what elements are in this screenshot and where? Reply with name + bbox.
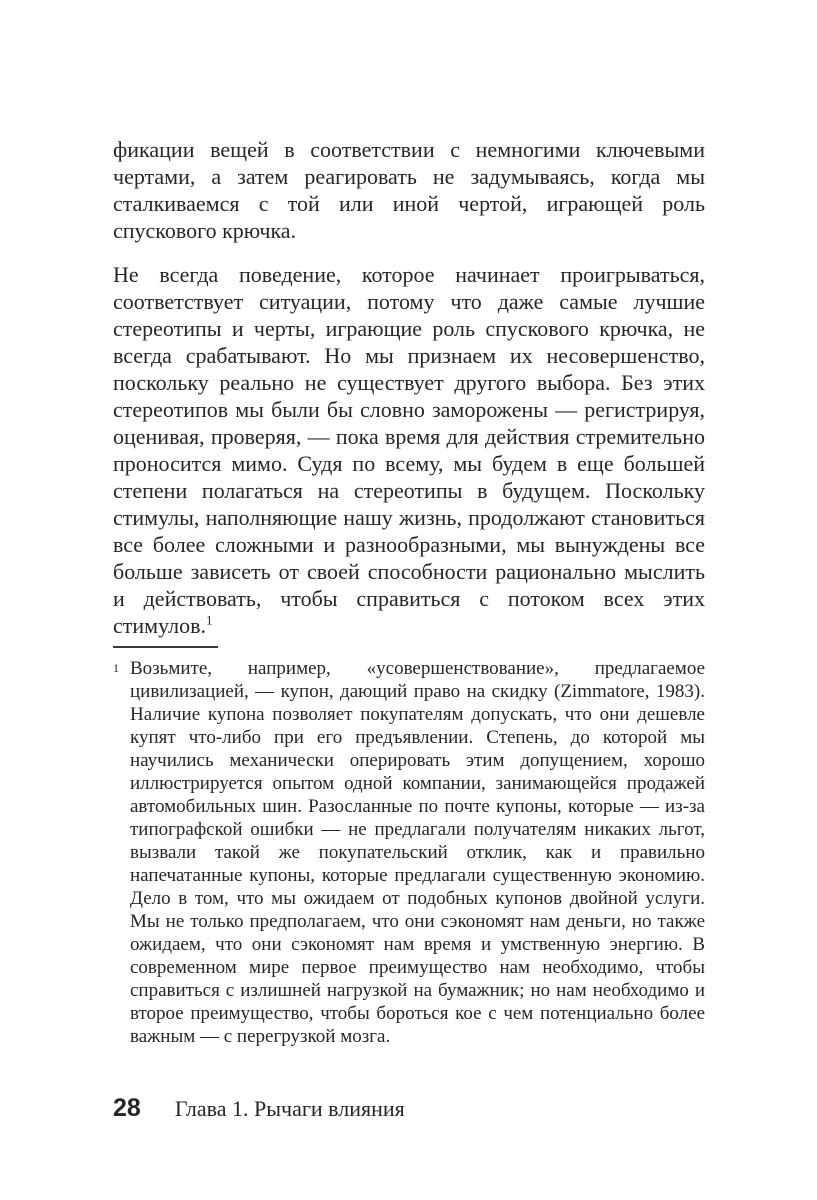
page-footer bbox=[113, 1094, 705, 1123]
footnote-block bbox=[113, 646, 705, 1048]
footnote-text: Возьмите, например, «усовершенствование», предлагаемое цивилизацией, — купон, дающий право на скидку (Zimmatore, 1983). Наличие купона позволяет покупателям допускать, что они дешевле купят что-либо при его предъявлении. Степень, до которой мы научились механически оперировать этим допущением, хорошо иллюстрируется опытом одной компании, занимающейся продажей автомобильных шин. Разосланные по почте купоны, которые — из-за типографской ошибки — не предлагали получателям никаких льгот, вызвали такой же покупательский отклик, как и правильно напечатанные купоны, которые предлагали существенную экономию. Дело в том, что мы ожидаем от подобных купонов двойной услуги. Мы не только предполагаем, что они сэкономят нам деньги, но также ожидаем, что они сэкономят нам время и умственную энергию. В современном мире первое преимущество нам необходимо, чтобы справиться с излишней нагрузкой на бумажник; но нам необходимо и второе преимущество, чтобы бороться кое с чем потенциально более важным — с перегрузкой мозга. bbox=[130, 658, 705, 1047]
paragraph-1 bbox=[113, 136, 705, 244]
paragraph-1-text: фикации вещей в соответствии с немногими ключевыми чертами, а затем реагировать не задумываясь, когда мы сталкиваемся с той или иной чертой, играющей роль спускового крючка. bbox=[113, 137, 705, 243]
footnote-marker: 1 bbox=[113, 661, 119, 675]
page-number: 28 bbox=[113, 1094, 141, 1122]
footnote-reference-superscript: 1 bbox=[205, 612, 213, 628]
chapter-title: Глава 1. Рычаги влияния bbox=[174, 1096, 405, 1121]
main-text-block bbox=[113, 136, 705, 639]
footnote-body bbox=[113, 657, 705, 1048]
footnote-separator-rule bbox=[113, 646, 218, 648]
paragraph-2 bbox=[113, 261, 705, 639]
paragraph-2-text: Не всегда поведение, которое начинает проигрываться, соответствует ситуации, потому что даже самые лучшие стереотипы и черты, играющие роль спускового крючка, не всегда срабатывают. Но мы признаем их несовершенство, поскольку реально не существует другого выбора. Без этих стереотипов мы были бы словно заморожены — регистрируя, оценивая, проверяя, — пока время для действия стремительно проносится мимо. Судя по всему, мы будем в еще большей степени полагаться на стереотипы в будущем. Поскольку стимулы, наполняющие нашу жизнь, продолжают становиться все более сложными и разнообразными, мы вынуждены все больше зависеть от своей способности рационально мыслить и действовать, чтобы справиться с потоком всех этих стимулов. bbox=[113, 262, 705, 638]
